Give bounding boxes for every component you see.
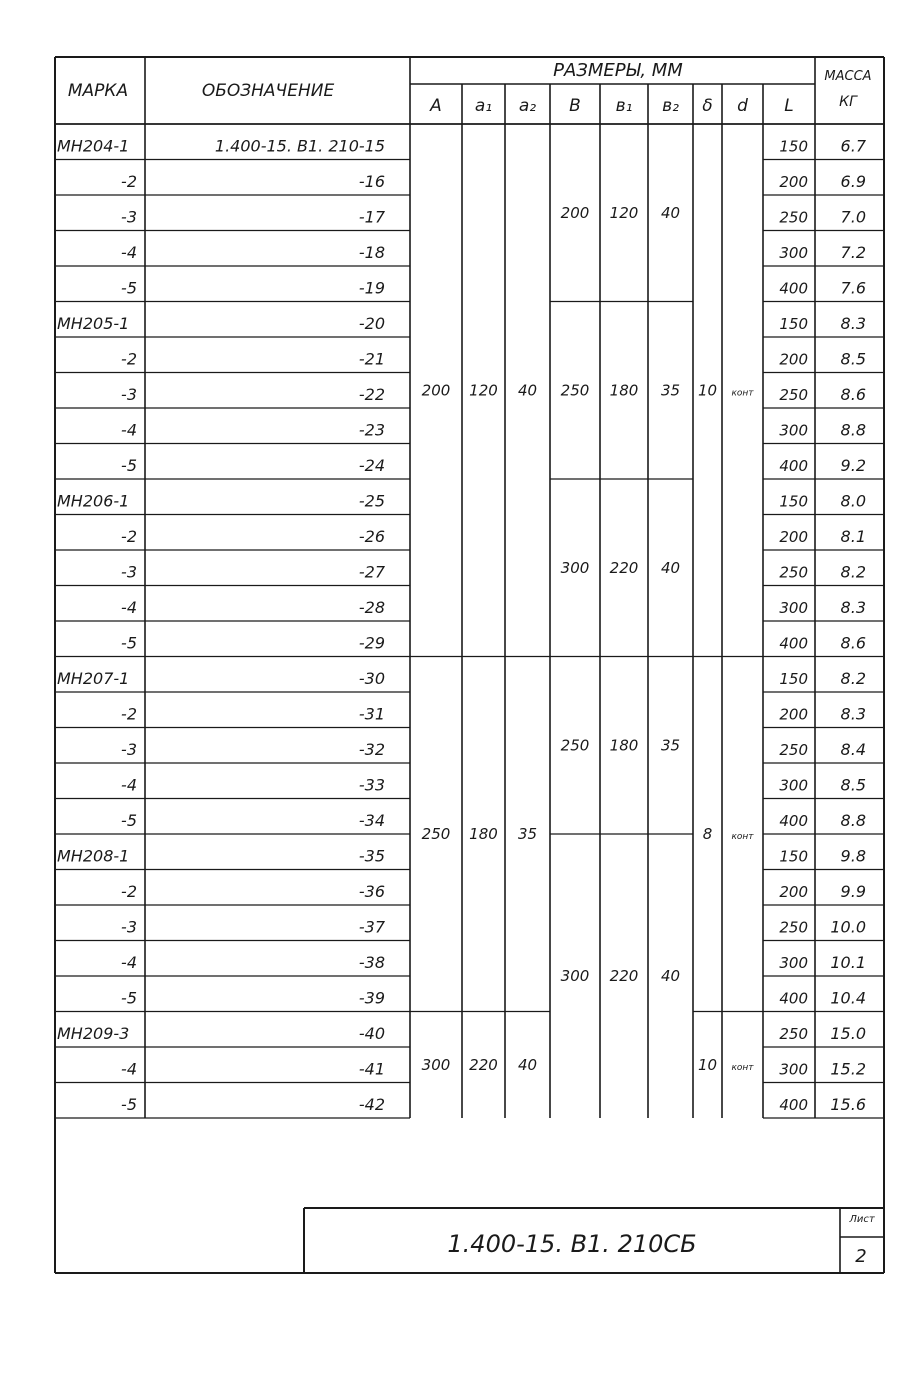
- merged-value-B: 300: [560, 967, 590, 985]
- row-oboznachenie: -40: [358, 1024, 385, 1043]
- row-length: 300: [779, 1060, 808, 1079]
- col-header-b2: в₂: [662, 96, 679, 116]
- row-marka: МН204-1: [57, 136, 130, 156]
- row-mass: 7.2: [840, 243, 866, 262]
- merged-value-b2: 40: [660, 558, 681, 577]
- header-oboznachenie: ОБОЗНАЧЕНИЕ: [201, 81, 335, 101]
- merged-dimension-cells: [422, 204, 755, 1074]
- col-header-A: A: [430, 96, 442, 116]
- row-mass: 10.1: [830, 953, 866, 972]
- row-length: 150: [779, 492, 808, 511]
- merged-value-B: 200: [560, 203, 590, 222]
- merged-value-b2: 40: [660, 967, 681, 985]
- col-header-d: d: [737, 96, 748, 116]
- row-oboznachenie: -22: [358, 385, 385, 404]
- row-marka: -5: [121, 811, 137, 830]
- row-length: 400: [779, 457, 808, 475]
- row-marka: -2: [121, 527, 137, 546]
- merged-value-b1: 180: [609, 381, 639, 400]
- row-mass: 8.4: [840, 740, 866, 759]
- merged-value-a1: 120: [469, 381, 498, 400]
- row-oboznachenie: -41: [358, 1059, 385, 1079]
- row-marka: -3: [121, 385, 137, 404]
- merged-value-a2: 35: [517, 825, 538, 843]
- row-oboznachenie: -39: [358, 988, 385, 1008]
- row-mass: 8.6: [840, 385, 866, 404]
- row-length: 200: [779, 705, 808, 724]
- row-oboznachenie: -42: [358, 1095, 385, 1114]
- merged-value-b1: 220: [609, 558, 639, 577]
- merged-value-d: конт: [731, 1062, 754, 1073]
- col-header-de: δ: [702, 96, 713, 116]
- row-marka: -4: [121, 1059, 137, 1079]
- col-header-a1: a₁: [474, 96, 493, 116]
- row-oboznachenie: -28: [358, 598, 385, 617]
- header-razmery: РАЗМЕРЫ, ММ: [553, 60, 683, 81]
- merged-value-B: 250: [560, 381, 590, 400]
- row-oboznachenie: -23: [358, 420, 385, 440]
- row-mass: 9.2: [840, 456, 866, 475]
- row-marka: -5: [121, 1095, 137, 1114]
- sheet-label: Лист: [849, 1214, 875, 1225]
- row-length: 150: [779, 847, 808, 866]
- merged-value-delta: 8: [702, 825, 713, 843]
- row-oboznachenie: -18: [358, 243, 385, 262]
- row-length: 150: [779, 670, 808, 688]
- row-mass: 8.3: [840, 704, 866, 724]
- col-header-b1: в₁: [615, 96, 633, 116]
- row-oboznachenie: -16: [358, 172, 385, 191]
- merged-value-delta: 10: [697, 381, 718, 400]
- merged-value-B: 300: [560, 558, 590, 577]
- row-mass: 9.9: [840, 882, 866, 901]
- row-mass: 8.5: [840, 775, 866, 795]
- row-marka: -5: [121, 456, 137, 475]
- row-mass: 8.2: [840, 562, 866, 582]
- row-marka: -3: [121, 917, 137, 937]
- row-length: 200: [779, 173, 808, 191]
- table-frame: [55, 57, 884, 1273]
- row-marka: -5: [121, 988, 137, 1008]
- row-oboznachenie: -24: [358, 456, 385, 475]
- row-marka: -3: [121, 562, 137, 582]
- sheet-number: 2: [855, 1246, 867, 1267]
- row-mass: 8.3: [840, 598, 866, 617]
- row-mass: 15.0: [830, 1024, 866, 1043]
- row-oboznachenie: -20: [358, 314, 385, 333]
- row-marka: -4: [121, 598, 137, 617]
- row-length: 300: [779, 954, 808, 972]
- row-length: 250: [779, 563, 808, 582]
- row-oboznachenie: -34: [358, 811, 385, 830]
- row-mass: 8.5: [840, 349, 866, 369]
- merged-value-b1: 220: [609, 967, 639, 985]
- row-length: 200: [779, 883, 808, 901]
- row-length: 150: [779, 315, 808, 333]
- row-mass: 8.6: [840, 633, 866, 653]
- row-length: 300: [779, 599, 808, 617]
- row-marka: -4: [121, 243, 137, 262]
- row-marka: -3: [121, 207, 137, 227]
- row-marka: -2: [121, 882, 137, 901]
- row-length: 300: [779, 776, 808, 795]
- row-marka: -2: [121, 172, 137, 191]
- title-block: [447, 1214, 875, 1267]
- row-marka: МН207-1: [57, 669, 130, 688]
- row-length: 250: [779, 741, 808, 759]
- row-mass: 8.0: [840, 491, 866, 511]
- row-mass: 8.2: [840, 669, 866, 688]
- merged-value-A: 300: [421, 1055, 451, 1074]
- row-marka: МН205-1: [57, 314, 130, 333]
- row-mass: 8.8: [840, 420, 866, 440]
- row-oboznachenie: -21: [358, 349, 385, 369]
- row-marka: -4: [121, 953, 137, 972]
- row-oboznachenie: 1.400-15. В1. 210-15: [214, 136, 385, 156]
- row-oboznachenie: -38: [358, 953, 385, 972]
- merged-value-A: 250: [421, 825, 451, 843]
- row-oboznachenie: -19: [358, 278, 385, 298]
- col-header-B: B: [569, 96, 581, 116]
- row-oboznachenie: -36: [358, 882, 385, 901]
- row-marka: МН208-1: [57, 846, 130, 866]
- merged-value-B: 250: [560, 736, 590, 755]
- dimension-column-headers: [429, 96, 794, 116]
- header-massa-unit: КГ: [839, 94, 857, 110]
- row-oboznachenie: -37: [358, 917, 385, 937]
- row-marka: -2: [121, 349, 137, 369]
- row-oboznachenie: -32: [358, 740, 385, 759]
- document-code: 1.400-15. В1. 210СБ: [447, 1230, 697, 1258]
- row-mass: 8.3: [840, 314, 866, 333]
- row-length: 200: [779, 350, 808, 369]
- row-oboznachenie: -33: [358, 775, 385, 795]
- merged-value-b2: 35: [660, 381, 681, 400]
- merged-value-delta: 10: [697, 1055, 718, 1074]
- row-marka: МН209-3: [57, 1024, 130, 1043]
- merged-value-a2: 40: [517, 1055, 538, 1074]
- row-mass: 8.8: [840, 811, 866, 830]
- row-mass: 9.8: [840, 846, 866, 866]
- row-length: 400: [779, 989, 808, 1008]
- col-header-Lc: L: [784, 96, 794, 116]
- row-oboznachenie: -25: [358, 491, 385, 511]
- row-oboznachenie: -29: [358, 633, 385, 653]
- row-marka: -4: [121, 775, 137, 795]
- row-oboznachenie: -31: [358, 704, 385, 724]
- row-mass: 10.0: [830, 917, 866, 937]
- row-mass: 10.4: [830, 988, 866, 1008]
- row-mass: 6.7: [840, 136, 866, 156]
- merged-value-d: конт: [731, 388, 754, 399]
- row-length: 200: [779, 528, 808, 546]
- merged-value-b2: 40: [660, 203, 681, 222]
- row-length: 400: [779, 634, 808, 653]
- row-length: 250: [779, 1025, 808, 1043]
- row-mass: 7.0: [840, 207, 866, 227]
- merged-value-b1: 180: [609, 736, 639, 755]
- row-length: 250: [779, 386, 808, 404]
- row-oboznachenie: -17: [358, 207, 385, 227]
- merged-value-a1: 220: [469, 1055, 498, 1074]
- merged-value-b1: 120: [609, 203, 639, 222]
- row-length: 250: [779, 208, 808, 227]
- row-length: 300: [779, 244, 808, 262]
- row-oboznachenie: -27: [358, 562, 385, 582]
- merged-value-a2: 40: [517, 381, 538, 400]
- row-oboznachenie: -26: [358, 527, 385, 546]
- row-length: 400: [779, 812, 808, 830]
- merged-value-a1: 180: [469, 825, 498, 843]
- row-mass: 7.6: [840, 278, 866, 298]
- row-length: 150: [779, 137, 808, 156]
- merged-value-A: 200: [421, 381, 451, 400]
- row-oboznachenie: -30: [358, 669, 385, 688]
- row-marka: -3: [121, 740, 137, 759]
- row-mass: 8.1: [840, 527, 866, 546]
- row-marka: -5: [121, 278, 137, 298]
- row-mass: 15.6: [830, 1095, 866, 1114]
- header-marka: МАРКА: [67, 81, 129, 101]
- row-oboznachenie: -35: [358, 846, 385, 866]
- col-header-a2: a₂: [518, 96, 537, 116]
- table-header: [68, 60, 872, 116]
- merged-value-d: конт: [731, 832, 754, 842]
- row-mass: 15.2: [830, 1059, 866, 1079]
- row-mass: 6.9: [840, 172, 866, 191]
- row-length: 400: [779, 279, 808, 298]
- row-marka: -4: [121, 420, 137, 440]
- row-length: 300: [779, 421, 808, 440]
- row-marka: МН206-1: [57, 491, 130, 511]
- header-massa: МАССА: [824, 69, 872, 84]
- row-marka: -5: [121, 633, 137, 653]
- merged-value-b2: 35: [660, 736, 681, 755]
- row-length: 400: [779, 1096, 808, 1114]
- row-length: 250: [779, 918, 808, 937]
- row-marka: -2: [121, 704, 137, 724]
